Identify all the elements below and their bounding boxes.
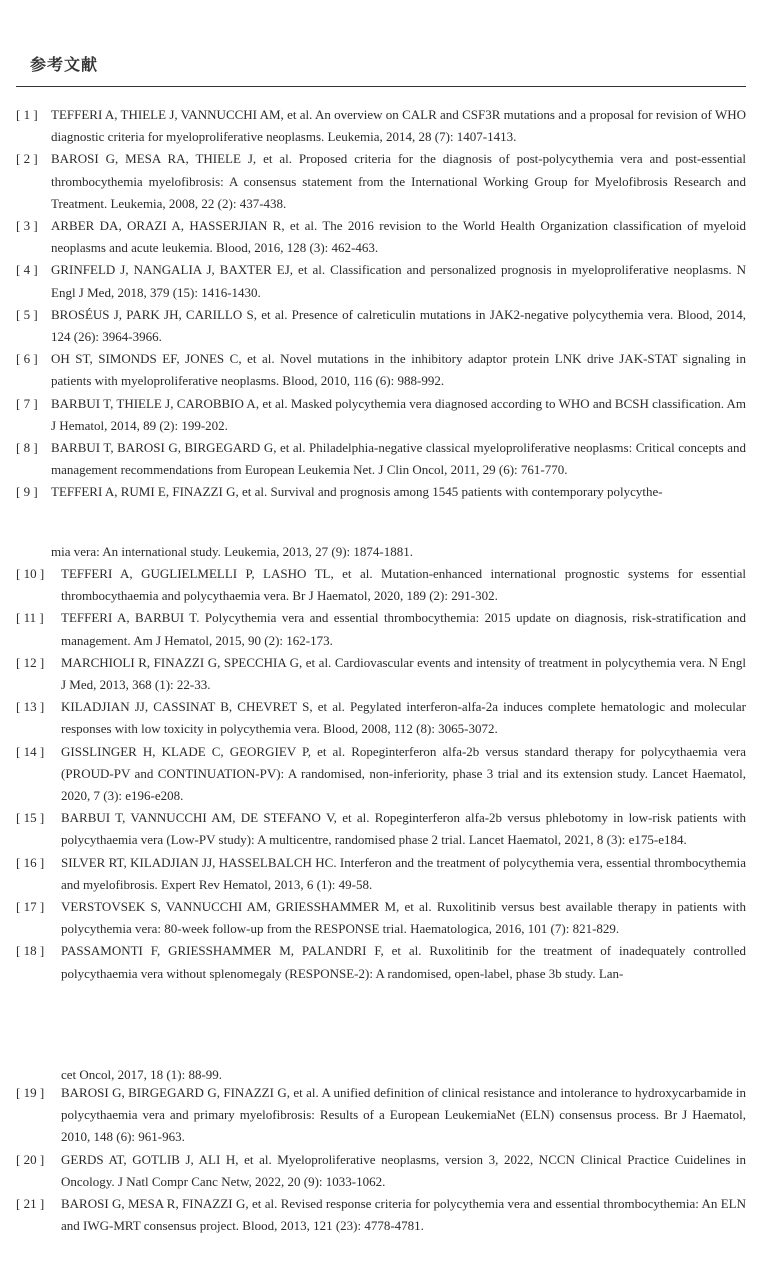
reference-item bbox=[16, 563, 746, 607]
reference-item bbox=[16, 940, 746, 984]
reference-text: OH ST, SIMONDS EF, JONES C, et al. Novel mutations in the inhibitory adaptor protein LNK drive JAK-STAT signaling in patients with myeloproliferative neoplasms. Blood, 2010, 116 (6): 988-992. bbox=[51, 351, 746, 389]
reference-number: [ 21 ] bbox=[16, 1196, 45, 1212]
reference-text: BARBUI T, VANNUCCHI AM, DE STEFANO V, et al. Ropeginterferon alfa-2b versus phlebotomy in low-risk patients with polycythaemia vera (Low-PV study): A multicentre, randomised phase 2 trial. Lancet Haematol, 2021, 8 (3): e175-e184. bbox=[61, 810, 746, 848]
reference-number: [ 13 ] bbox=[16, 699, 45, 715]
reference-text: GERDS AT, GOTLIB J, ALI H, et al. Myeloproliferative neoplasms, version 3, 2022, NCCN Clinical Practice Cuidelines in Oncology. J Natl Compr Canc Netw, 2022, 20 (9): 1033-1062. bbox=[61, 1151, 746, 1189]
reference-text: MARCHIOLI R, FINAZZI G, SPECCHIA G, et al. Cardiovascular events and intensity of treatment in polycythemia vera. N Engl J Med, 2013, 368 (1): 22-33. bbox=[61, 654, 746, 693]
reference-text: TEFFERI A, GUGLIELMELLI P, LASHO TL, et al. Mutation-enhanced international prognostic systems for essential thrombocythaemia and polycythaemia vera. Br J Haematol, 2020, 189 (2): 291-302. bbox=[61, 566, 746, 604]
reference-9-continuation: mia vera: An international study. Leukemia, 2013, 27 (9): 1874-1881. bbox=[51, 544, 413, 559]
reference-text: GRINFELD J, NANGALIA J, BAXTER EJ, et al. Classification and personalized prognosis in myeloproliferative neoplasms. N Engl J Med, 2018, 379 (15): 1416-1430. bbox=[51, 262, 746, 300]
reference-list-part-2 bbox=[16, 563, 746, 985]
reference-item bbox=[16, 807, 746, 851]
reference-item bbox=[16, 741, 746, 808]
reference-item bbox=[16, 696, 746, 740]
references-heading: 参考文献 bbox=[30, 55, 99, 74]
reference-number: [ 5 ] bbox=[16, 306, 38, 322]
reference-18-continuation: cet Oncol, 2017, 18 (1): 88-99. bbox=[61, 1067, 223, 1082]
reference-number: [ 3 ] bbox=[16, 218, 38, 234]
reference-text: BARBUI T, BAROSI G, BIRGEGARD G, et al. Philadelphia-negative classical myeloproliferative neoplasms: Critical concepts and management recommendations from European Leukemia Net. J Clin Oncol, 2011, 29 (6): 761-770. bbox=[51, 440, 746, 478]
reference-text: PASSAMONTI F, GRIESSHAMMER M, PALANDRI F, et al. Ruxolitinib for the treatment of inadequately controlled polycythaemia vera without splenomegaly (RESPONSE-2): A randomised, open-label, phase 3b study. Lan- bbox=[61, 943, 746, 981]
reference-item bbox=[16, 104, 746, 148]
reference-number: [ 2 ] bbox=[16, 151, 38, 167]
reference-text: BROSÉUS J, PARK JH, CARILLO S, et al. Presence of calreticulin mutations in JAK2-negative polycythemia vera. Blood, 2014, 124 (26): 3964-3966. bbox=[51, 306, 746, 345]
reference-item bbox=[16, 259, 746, 303]
reference-item bbox=[16, 148, 746, 215]
reference-number: [ 4 ] bbox=[16, 262, 38, 278]
reference-item bbox=[16, 652, 746, 696]
reference-number: [ 11 ] bbox=[16, 610, 44, 626]
reference-number: [ 8 ] bbox=[16, 440, 38, 456]
reference-item bbox=[16, 481, 746, 503]
reference-text: VERSTOVSEK S, VANNUCCHI AM, GRIESSHAMMER M, et al. Ruxolitinib versus best available therapy in patients with polycythemia vera: 80-week follow-up from the RESPONSE trial. Haematologica, 2016, 101 (7): 821-829. bbox=[61, 899, 746, 937]
reference-text: TEFFERI A, RUMI E, FINAZZI G, et al. Survival and prognosis among 1545 patients with contemporary polycythe- bbox=[51, 484, 663, 500]
reference-number: [ 10 ] bbox=[16, 566, 45, 581]
reference-item bbox=[16, 215, 746, 259]
reference-list-part-3 bbox=[16, 1082, 746, 1237]
reference-number: [ 6 ] bbox=[16, 351, 38, 367]
reference-number: [ 1 ] bbox=[16, 107, 38, 122]
reference-item bbox=[16, 1149, 746, 1193]
reference-item bbox=[16, 1082, 746, 1149]
reference-item bbox=[16, 437, 746, 481]
reference-text: KILADJIAN JJ, CASSINAT B, CHEVRET S, et al. Pegylated interferon-alfa-2a induces complete hematologic and molecular responses with low toxicity in polycythemia vera. Blood, 2008, 112 (8): 3065-3072. bbox=[61, 699, 746, 737]
reference-item bbox=[16, 607, 746, 651]
reference-text: GISSLINGER H, KLADE C, GEORGIEV P, et al. Ropeginterferon alfa-2b versus standard therapy for polycythaemia vera (PROUD-PV and CONTINUATION-PV): A randomised, non-inferiority, phase 3 trial and its extension study. Lancet Haematol, 2020, 7 (3): e196-e208. bbox=[61, 743, 746, 804]
reference-item bbox=[16, 896, 746, 940]
reference-text: BAROSI G, BIRGEGARD G, FINAZZI G, et al. A unified definition of clinical resistance and intolerance to hydroxycarbamide in polycythaemia vera and primary myelofibrosis: Results of a European LeukemiaNet (ELN) consensus process. Br J Haematol, 2010, 148 (6): 961-963. bbox=[61, 1085, 746, 1145]
reference-number: [ 19 ] bbox=[16, 1085, 45, 1100]
reference-text: BAROSI G, MESA RA, THIELE J, et al. Proposed criteria for the diagnosis of post-polycythemia vera and post-essential thrombocythemia myelofibrosis: A consensus statement from the International Working Group for Myelofibrosis Research and Treatment. Leukemia, 2008, 22 (2): 437-438. bbox=[51, 151, 746, 211]
reference-number: [ 12 ] bbox=[16, 654, 45, 670]
reference-number: [ 15 ] bbox=[16, 810, 45, 826]
reference-item bbox=[16, 852, 746, 896]
reference-item bbox=[16, 393, 746, 437]
reference-number: [ 9 ] bbox=[16, 484, 38, 500]
reference-text: ARBER DA, ORAZI A, HASSERJIAN R, et al. The 2016 revision to the World Health Organization classification of myeloid neoplasms and acute leukemia. Blood, 2016, 128 (3): 462-463. bbox=[51, 218, 746, 256]
reference-number: [ 14 ] bbox=[16, 743, 45, 759]
reference-number: [ 20 ] bbox=[16, 1151, 45, 1167]
reference-item bbox=[16, 304, 746, 348]
reference-text: TEFFERI A, THIELE J, VANNUCCHI AM, et al. An overview on CALR and CSF3R mutations and a proposal for revision of WHO diagnostic criteria for myeloproliferative neoplasms. Leukemia, 2014, 28 (7): 1407-1413. bbox=[51, 107, 746, 145]
reference-number: [ 7 ] bbox=[16, 395, 38, 411]
reference-number: [ 16 ] bbox=[16, 854, 45, 870]
reference-item bbox=[16, 348, 746, 392]
reference-text: BAROSI G, MESA R, FINAZZI G, et al. Revised response criteria for polycythemia vera and essential thrombocythemia: An ELN and IWG-MRT consensus project. Blood, 2013, 121 (23): 4778-4781. bbox=[61, 1196, 746, 1234]
reference-text: TEFFERI A, BARBUI T. Polycythemia vera and essential thrombocythemia: 2015 update on diagnosis, risk-stratification and management. Am J Hematol, 2015, 90 (2): 162-173. bbox=[61, 610, 746, 648]
reference-text: SILVER RT, KILADJIAN JJ, HASSELBALCH HC. Interferon and the treatment of polycythemia vera, essential thrombocythemia and myelofibrosis. Expert Rev Hematol, 2013, 6 (1): 49-58. bbox=[61, 854, 746, 892]
reference-item bbox=[16, 1193, 746, 1237]
reference-number: [ 18 ] bbox=[16, 943, 45, 959]
heading-divider bbox=[16, 86, 746, 87]
reference-list-part-1 bbox=[16, 104, 746, 504]
reference-text: BARBUI T, THIELE J, CAROBBIO A, et al. Masked polycythemia vera diagnosed according to WHO and BCSH classification. Am J Hematol, 2014, 89 (2): 199-202. bbox=[51, 395, 746, 433]
reference-number: [ 17 ] bbox=[16, 899, 45, 915]
